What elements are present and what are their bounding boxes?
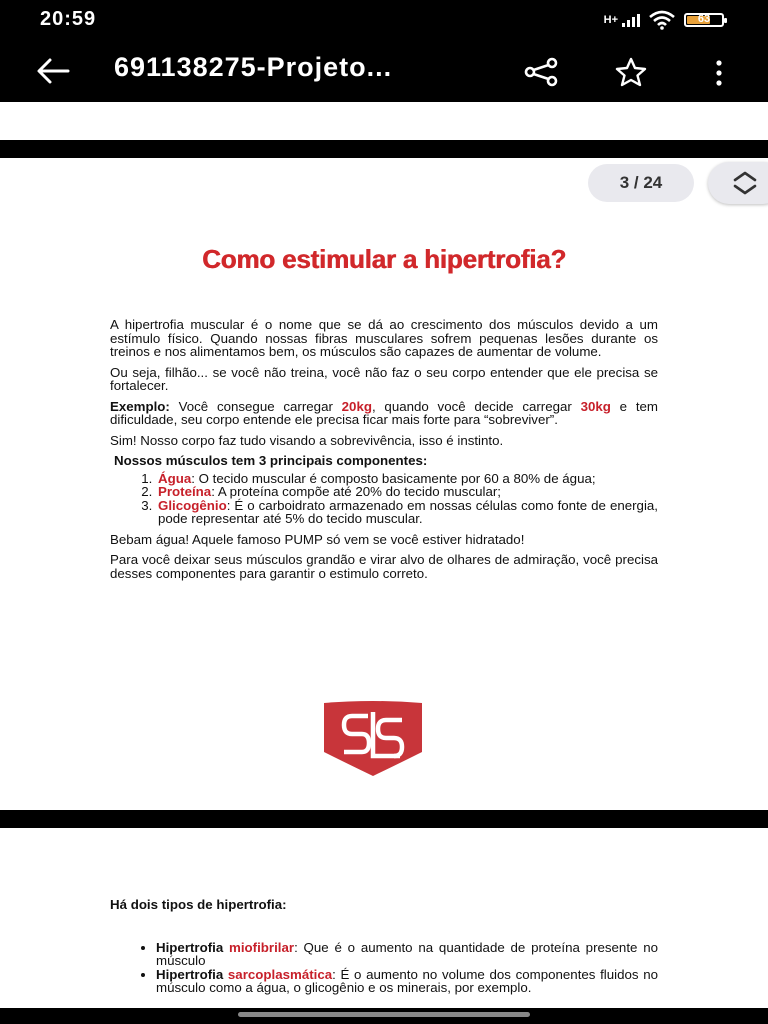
- example-text-c: e tem dificuldade, seu corpo entende ele precisa ficar mais forte para “sobreviver”.: [110, 398, 658, 427]
- weight-2: 30kg: [580, 398, 611, 414]
- list-item: [156, 485, 658, 499]
- component-term: Água: [158, 470, 192, 486]
- example-text-b: , quando você decide carregar: [371, 398, 581, 414]
- previous-page: [0, 102, 768, 140]
- next-page-body: [110, 898, 658, 995]
- arrow-left-icon[interactable]: [36, 57, 70, 85]
- brand-logo: [322, 700, 424, 778]
- type-text: : Que é o aumento na quantidade de proteína presente no músculo: [156, 939, 658, 968]
- system-nav-bar: [0, 1008, 768, 1024]
- network-type: H+: [603, 14, 618, 26]
- app-bar: [0, 40, 768, 102]
- signal-icon: [622, 13, 640, 27]
- chevron-up-down-icon: [730, 170, 760, 196]
- paragraph-train: Ou seja, filhão... se você não treina, você não faz o seu corpo entender que ele precisa se fortalecer.: [110, 364, 658, 393]
- home-gesture-handle[interactable]: [238, 1012, 530, 1017]
- list-item: [156, 968, 658, 995]
- paragraph-survival: Sim! Nosso corpo faz tudo visando a sobrevivência, isso é instinto.: [110, 432, 504, 448]
- type-prefix: Hipertrofia: [156, 966, 228, 982]
- component-term: Glicogênio: [158, 497, 227, 513]
- status-icons: [604, 10, 724, 30]
- weight-1: 20kg: [341, 398, 372, 414]
- types-title: Há dois tipos de hipertrofia:: [110, 897, 287, 912]
- paragraph-water: Bebam água! Aquele famoso PUMP só vem se você estiver hidratado!: [110, 531, 525, 547]
- page-indicator: 3 / 24: [588, 164, 694, 202]
- type-term: miofibrilar: [229, 939, 295, 955]
- more-vertical-icon[interactable]: [708, 58, 730, 88]
- list-item: [156, 499, 658, 526]
- star-icon[interactable]: [612, 57, 650, 87]
- clock: 20:59: [40, 8, 97, 30]
- paragraph-example: [110, 400, 658, 427]
- battery-label: 63: [697, 13, 711, 25]
- page-heading: Como estimular a hipertrofia?: [201, 244, 567, 274]
- list-item: [156, 941, 658, 968]
- battery-icon: [684, 13, 724, 27]
- type-prefix: Hipertrofia: [156, 939, 230, 955]
- types-list: [110, 941, 658, 995]
- list-item: [156, 472, 658, 486]
- components-title: Nossos músculos tem 3 principais componentes:: [114, 453, 428, 468]
- paragraph-intro: A hipertrofia muscular é o nome que se dá ao crescimento dos músculos devido a um estímulo físico. Quando nossas fibras musculares sofrem pequenas lesões durante os treinos e nos alimentamos bem, os músculos são capazes de aumentar de volume.: [110, 317, 658, 359]
- example-label: Exemplo:: [110, 398, 170, 414]
- components-list: [110, 472, 658, 526]
- component-term: Proteína: [158, 484, 212, 499]
- component-text: : É o carboidrato armazenado em nossas células como fonte de energia, pode representar até 5% do tecido muscular.: [158, 497, 658, 526]
- status-bar: [0, 0, 768, 40]
- type-term: sarcoplasmática: [227, 966, 333, 982]
- share-icon[interactable]: [522, 57, 560, 87]
- fast-scroll-handle[interactable]: [708, 162, 768, 204]
- document-body: [110, 318, 658, 580]
- wifi-icon: [648, 10, 676, 30]
- document-title: 691138275-Projeto...: [114, 52, 393, 82]
- component-text: : A proteína compõe até 20% do tecido muscular;: [211, 484, 501, 499]
- example-text-a: Você consegue carregar: [169, 398, 342, 414]
- paragraph-admiration: Para você deixar seus músculos grandão e virar alvo de olhares de admiração, você precisa desses componentes para garantir o estimulo correto.: [110, 552, 658, 581]
- component-text: : O tecido muscular é composto basicamente por 60 a 80% de água;: [191, 470, 596, 486]
- type-text: : É o aumento no volume dos componentes fluidos no músculo como a água, o glicogênio e os minerais, por exemplo.: [156, 966, 658, 995]
- pdf-page-next: [0, 828, 768, 1008]
